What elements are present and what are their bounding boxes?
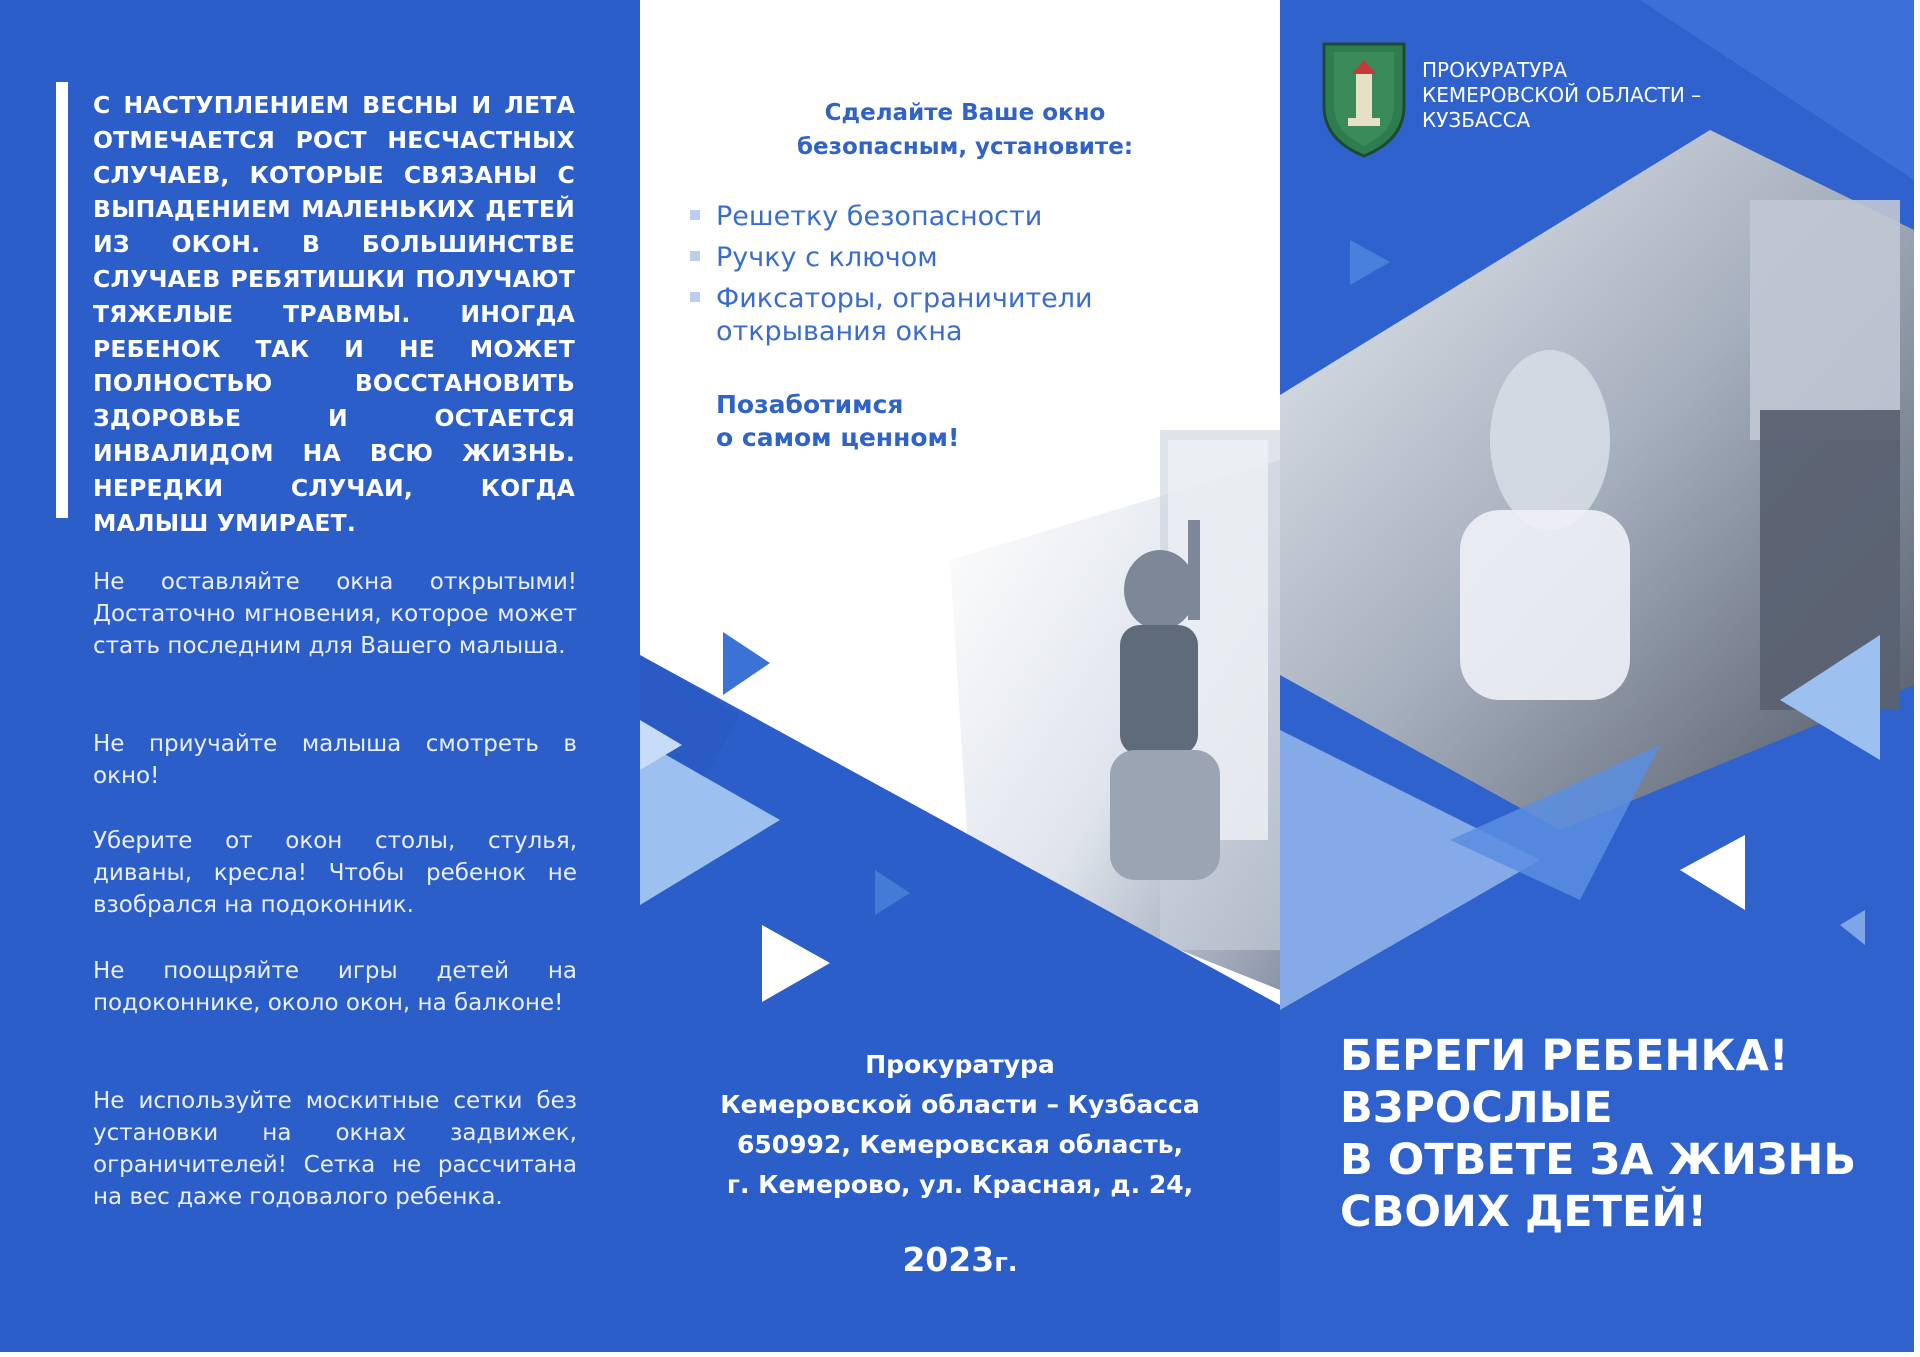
title-line: В ОТВЕТЕ ЗА ЖИЗНЬ — [1340, 1135, 1857, 1185]
list-item-label: Ручку с ключом — [716, 242, 938, 273]
lead-paragraph: С НАСТУПЛЕНИЕМ ВЕСНЫ И ЛЕТА ОТМЕЧАЕТСЯ РОСТ НЕСЧАСТНЫХ СЛУЧАЕВ, КОТОРЫЕ СВЯЗАНЫ С ВЫПАДЕНИЕМ МАЛЕНЬКИХ ДЕТЕЙ ИЗ ОКОН. В БОЛЬШИНСТВЕ СЛУЧАЕВ РЕБЯТИШКИ ПОЛУЧАЮТ ТЯЖЕЛЫЕ ТРАВМЫ. ИНОГДА РЕБЕНОК ТАК И НЕ МОЖЕТ ПОЛНОСТЬЮ ВОССТАНОВИТЬ ЗДОРОВЬЕ И ОСТАЕТСЯ ИНВАЛИДОМ НА ВСЮ ЖИЗНЬ. НЕРЕДКИ СЛУЧАИ, КОГДА МАЛЫШ УМИРАЕТ. — [93, 91, 575, 537]
accent-bar — [56, 82, 68, 518]
advice-paragraph: Не используйте москитные сетки без установки на окнах задвижек, ограничителей! Сетка не рассчитана на вес даже годовалого ребенка. — [93, 1088, 577, 1210]
install-heading-line: безопасным, установите: — [796, 134, 1134, 160]
list-item-label: Фиксаторы, ограничители открывания окна — [716, 283, 1093, 347]
care-slogan — [716, 388, 1036, 454]
list-item-label: Решетку безопасности — [716, 201, 1043, 232]
contact-address — [660, 1045, 1260, 1205]
list-item — [690, 241, 1150, 274]
advice-paragraph: Не приучайте малыша смотреть в окно! — [93, 731, 577, 789]
bullet-square-icon — [690, 251, 700, 261]
org-line: КУЗБАССА — [1422, 108, 1531, 132]
title-line: ВЗРОСЛЫЕ — [1340, 1083, 1613, 1133]
advice-paragraph: Не поощряйте игры детей на подоконнике, около окон, на балконе! — [93, 958, 577, 1016]
advice-paragraph: Уберите от окон столы, стулья, диваны, кресла! Чтобы ребенок не взобрался на подоконник. — [93, 828, 577, 918]
bullet-square-icon — [690, 210, 700, 220]
child-figure — [1490, 350, 1610, 530]
install-heading — [750, 96, 1180, 164]
org-line: ПРОКУРАТУРА — [1422, 58, 1568, 82]
list-item — [690, 282, 1150, 348]
slogan-line: Позаботимся — [716, 390, 904, 419]
prosecutor-emblem-icon — [1320, 36, 1408, 158]
contact-line: Прокуратура — [865, 1050, 1055, 1079]
contact-line: г. Кемерово, ул. Красная, д. 24, — [726, 1170, 1194, 1199]
list-item — [690, 200, 1150, 233]
middle-panel — [640, 0, 1280, 1352]
left-panel — [0, 0, 640, 1352]
organization-name — [1422, 58, 1762, 133]
slogan-line: о самом ценном! — [716, 423, 960, 452]
contact-line: 650992, Кемеровская область, — [736, 1130, 1184, 1159]
install-list — [690, 200, 1150, 356]
adult-figure — [1750, 200, 1900, 440]
year-label — [660, 1240, 1260, 1279]
title-line: БЕРЕГИ РЕБЕНКА! — [1340, 1031, 1789, 1081]
year-suffix: г. — [994, 1248, 1018, 1278]
child-figure — [1124, 550, 1196, 630]
play-triangle-icon — [723, 632, 770, 695]
contact-line: Кемеровской области – Кузбасса — [720, 1090, 1200, 1119]
year-number: 2023 — [902, 1240, 995, 1279]
bullet-square-icon — [690, 292, 700, 302]
title-line: СВОИХ ДЕТЕЙ! — [1340, 1187, 1707, 1237]
play-triangle-icon — [1680, 835, 1745, 910]
org-line: КЕМЕРОВСКОЙ ОБЛАСТИ – — [1422, 83, 1702, 107]
advice-paragraph: Не оставляйте окна открытыми! Достаточно мгновения, которое может стать последним для Вашего малыша. — [93, 569, 577, 659]
right-panel — [1280, 0, 1914, 1352]
brochure-title — [1340, 1030, 1900, 1238]
page-margin — [0, 1352, 1920, 1357]
install-heading-line: Сделайте Ваше окно — [824, 100, 1106, 126]
